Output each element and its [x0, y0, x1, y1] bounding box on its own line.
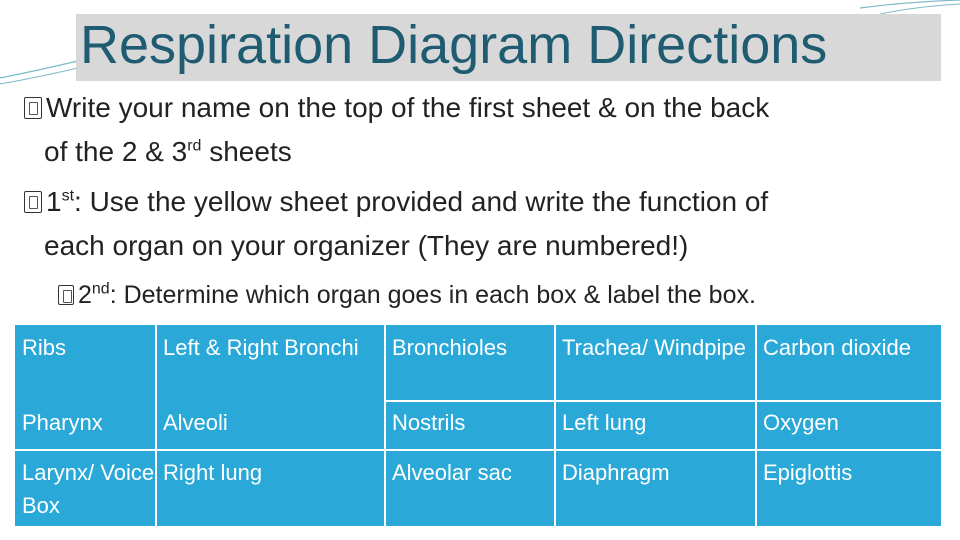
organ-label-table: [15, 325, 941, 526]
table-cell: Nostrils: [392, 410, 466, 435]
superscript: rd: [187, 137, 202, 155]
table-cell: Trachea/ Windpipe: [562, 335, 746, 360]
bullet-first-step: [24, 186, 768, 218]
page-title: Respiration Diagram Directions: [80, 15, 828, 75]
table-cell: Right lung: [163, 460, 263, 485]
bullet-text: each organ on your organizer (They are numbered!): [44, 230, 689, 261]
table-cell: Alveolar sac: [392, 460, 512, 485]
bullet-text: 1: [46, 186, 62, 217]
bullet-text: Write your name on the top of the first sheet & on the back: [46, 92, 770, 123]
bullet-name-instruction: [24, 92, 769, 124]
table-cell: Pharynx: [22, 410, 103, 435]
bullet-text: : Use the yellow sheet provided and write the function of: [74, 186, 769, 217]
table-cell: Left & Right Bronchi: [163, 335, 359, 360]
bullet-second-step: [58, 281, 756, 310]
table-cell: Alveoli: [163, 410, 228, 435]
table-cell: Bronchioles: [392, 335, 507, 360]
bullet-text: : Determine which organ goes in each box & label the box.: [109, 281, 756, 309]
bullet-box-icon: [24, 191, 42, 213]
bullet-first-step-cont: [44, 230, 688, 262]
bullet-text: sheets: [201, 136, 292, 167]
table-cell: Diaphragm: [562, 460, 670, 485]
table-cell: Left lung: [562, 410, 647, 435]
table-divider: [15, 449, 941, 451]
superscript: st: [61, 187, 75, 205]
table-divider: [155, 325, 157, 526]
table-cell: Larynx/ Voice Box: [22, 460, 155, 518]
bullet-name-instruction-cont: [44, 136, 292, 168]
superscript: nd: [91, 280, 110, 298]
bullet-text: of the 2 & 3: [44, 136, 188, 167]
table-cell: Oxygen: [763, 410, 839, 435]
table-divider: [755, 325, 757, 526]
bullet-box-icon: [24, 97, 42, 119]
table-cell: Ribs: [22, 335, 67, 360]
bullet-box-icon: [58, 285, 74, 305]
bullet-text: 2: [78, 281, 92, 309]
table-cell: Epiglottis: [763, 460, 853, 485]
table-divider: [385, 400, 941, 402]
table-divider: [554, 325, 556, 526]
table-divider: [384, 325, 386, 526]
table-cell: Carbon dioxide: [763, 335, 911, 360]
